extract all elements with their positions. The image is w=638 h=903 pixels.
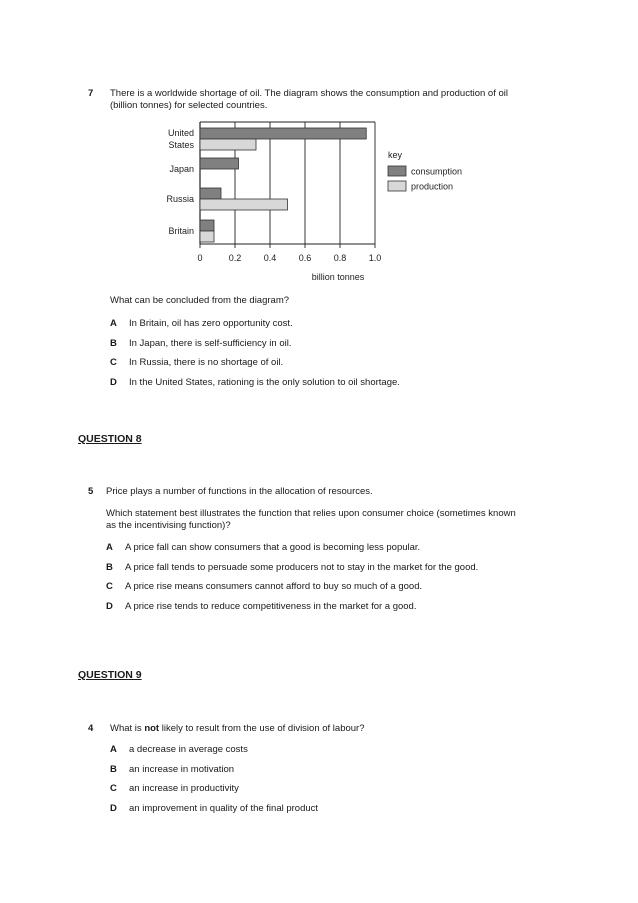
q9-option-a-text: a decrease in average costs (129, 744, 248, 755)
x-tick-label-1.0: 1.0 (368, 253, 382, 263)
q7-number: 7 (88, 88, 94, 99)
q8-option-a-letter: A (106, 542, 113, 553)
q7-option-b-text: In Japan, there is self-sufficiency in oil. (129, 337, 292, 349)
category-label-russia: Russia (166, 194, 194, 204)
question-9-heading: QUESTION 9 (78, 669, 142, 681)
q7-stem-line1: There is a worldwide shortage of oil. The diagram shows the consumption and production of oil (110, 88, 508, 99)
x-tick-label-0.6: 0.6 (298, 253, 312, 263)
q8-number: 5 (88, 486, 94, 497)
q7-option-d-text: In the United States, rationing is the only solution to oil shortage. (129, 376, 400, 388)
category-label-britain: Britain (168, 226, 194, 236)
q7-stem-line2: (billion tonnes) for selected countries. (110, 99, 268, 111)
q7-question: What can be concluded from the diagram? (110, 295, 290, 306)
q8-option-a-text: A price fall can show consumers that a good is becoming less popular. (125, 542, 421, 553)
q8-option-d-text: A price rise tends to reduce competitiveness in the market for a good. (125, 600, 417, 612)
q8-question (106, 508, 556, 531)
category-label-united-states-line2: States (168, 140, 194, 150)
q7-option-c-letter: C (110, 357, 117, 368)
q9-option-c-text: an increase in productivity (129, 783, 239, 794)
bar-united-states-production (200, 139, 256, 150)
q7-option-a-text: In Britain, oil has zero opportunity cost. (129, 318, 293, 329)
q9-number: 4 (88, 723, 94, 734)
q9-stem-before: What is (110, 723, 145, 734)
q9-option-c-letter: C (110, 783, 117, 794)
q8-option-d-letter: D (106, 600, 113, 612)
q9-stem-emphasis: not (144, 723, 160, 734)
q8-option-c-text: A price rise means consumers cannot afford to buy so much of a good. (125, 581, 423, 592)
bar-japan-consumption (200, 158, 239, 169)
q9-option-b-letter: B (110, 763, 117, 775)
bar-britain-production (200, 231, 214, 242)
q8-stem: Price plays a number of functions in the allocation of resources. (106, 486, 373, 497)
category-label-united-states-line1: United (167, 128, 194, 138)
chart-x-axis-label: billion tonnes (311, 272, 365, 282)
x-tick-label-0: 0 (197, 253, 203, 263)
q9-stem-after: likely to result from the use of division of labour? (159, 723, 365, 734)
q9-option-b-text: an increase in motivation (129, 763, 235, 775)
question-8-heading: QUESTION 8 (78, 433, 142, 445)
q7-stem (110, 88, 550, 111)
chart-bars (200, 128, 366, 242)
chart-category-labels (166, 128, 194, 236)
legend-label-consumption: consumption (411, 166, 463, 177)
bar-britain-consumption (200, 220, 214, 231)
legend-label-production: production (411, 181, 454, 192)
bar-russia-consumption (200, 188, 221, 199)
q9-option-d-text: an improvement in quality of the final product (129, 802, 319, 814)
bar-united-states-consumption (200, 128, 366, 139)
q7-option-c-text: In Russia, there is no shortage of oil. (129, 357, 284, 368)
chart-x-ticks (197, 253, 381, 263)
oil-chart (150, 118, 490, 290)
q7-option-a-letter: A (110, 318, 117, 329)
x-tick-label-0.4: 0.4 (263, 253, 277, 263)
q7-option-d-letter: D (110, 376, 117, 388)
x-tick-label-0.2: 0.2 (228, 253, 242, 263)
q9-option-a-letter: A (110, 744, 117, 755)
chart-legend (388, 166, 462, 192)
q8-option-c-letter: C (106, 581, 113, 592)
q9-option-d-letter: D (110, 802, 117, 814)
q7-option-b-letter: B (110, 337, 117, 349)
q8-option-b-letter: B (106, 561, 113, 573)
q8-question-line2: as the incentivising function)? (106, 519, 231, 531)
q8-option-b-text: A price fall tends to persuade some producers not to stay in the market for the good. (125, 561, 479, 573)
x-tick-label-0.8: 0.8 (333, 253, 347, 263)
legend-swatch-consumption (388, 166, 406, 176)
q9-stem (110, 723, 365, 735)
category-label-japan: Japan (169, 164, 194, 174)
legend-swatch-production (388, 181, 406, 191)
q8-question-line1: Which statement best illustrates the function that relies upon consumer choice (sometimes known (106, 508, 516, 519)
bar-russia-production (200, 199, 288, 210)
legend-title: key (388, 150, 403, 160)
